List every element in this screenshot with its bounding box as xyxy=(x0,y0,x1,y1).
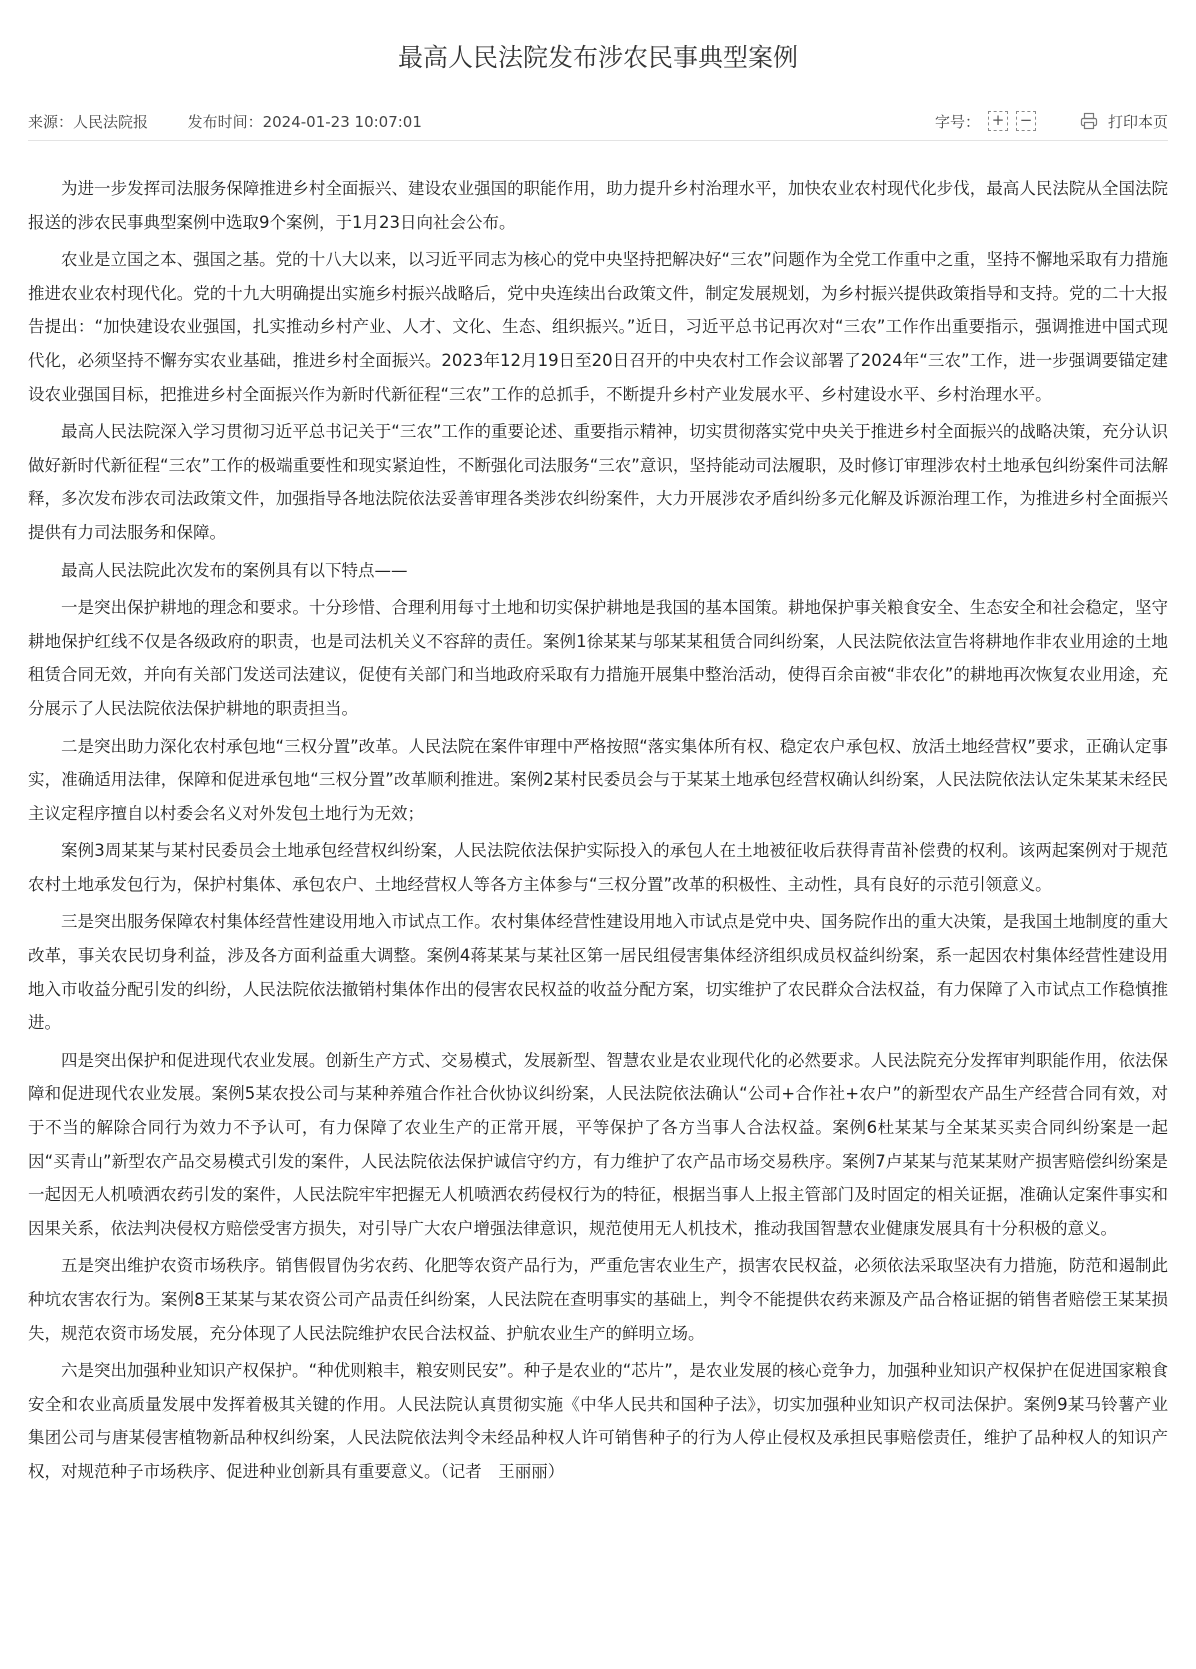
article-body xyxy=(28,172,1168,1493)
article-meta-bar xyxy=(28,108,1168,141)
article-title: 最高人民法院发布涉农民事典型案例 xyxy=(397,43,798,72)
paragraph: 二是突出助力深化农村承包地“三权分置”改革。人民法院在案件审理中严格按照“落实集体所有权、稳定农户承包权、放活土地经营权”要求，正确认定事实，准确适用法律，保障和促进承包地“三权分置”改革顺利推进。案例2某村民委员会与于某某土地承包经营权确认纠纷案，人民法院依法认定朱某某未经民主议定程序擅自以村委会名义对外发包土地行为无效； xyxy=(28,736,1168,823)
paragraph: 四是突出保护和促进现代农业发展。创新生产方式、交易模式，发展新型、智慧农业是农业现代化的必然要求。人民法院充分发挥审判职能作用，依法保障和促进现代农业发展。案例5某农投公司与某种养殖合作社合伙协议纠纷案，人民法院依法确认“公司+合作社+农户”的新型农产品生产经营合同有效，对于不当的解除合同行为效力不予认可，有力保障了农业生产的正常开展，平等保护了各方当事人合法权益。案例6杜某某与全某某买卖合同纠纷案是一起因“买青山”新型农产品交易模式引发的案件，人民法院依法保护诚信守约方，有力维护了农产品市场交易秩序。案例7卢某某与范某某财产损害赔偿纠纷案是一起因无人机喷洒农药引发的案件，人民法院牢牢把握无人机喷洒农药侵权行为的特征，根据当事人上报主管部门及时固定的相关证据，准确认定案件事实和因果关系，依法判决侵权方赔偿受害方损失，对引导广大农户增强法律意识，规范使用无人机技术，推动我国智慧农业健康发展具有十分积极的意义。 xyxy=(28,1050,1168,1238)
printer-icon xyxy=(1080,112,1098,130)
paragraph: 三是突出服务保障农村集体经营性建设用地入市试点工作。农村集体经营性建设用地入市试点是党中央、国务院作出的重大决策，是我国土地制度的重大改革，事关农民切身利益，涉及各方面利益重大调整。案例4蒋某某与某社区第一居民组侵害集体经济组织成员权益纠纷案，系一起因农村集体经营性建设用地入市收益分配引发的纠纷，人民法院依法撤销村集体作出的侵害农民权益的收益分配方案，切实维护了农民群众合法权益，有力保障了入市试点工作稳慎推进。 xyxy=(28,912,1168,1033)
paragraph: 最高人民法院深入学习贯彻习近平总书记关于“三农”工作的重要论述、重要指示精神，切实贯彻落实党中央关于推进乡村全面振兴的战略决策，充分认识做好新时代新征程“三农”工作的极端重要性和现实紧迫性，不断强化司法服务“三农”意识，坚持能动司法履职，及时修订审理涉农村土地承包纠纷案件司法解释，多次发布涉农司法政策文件，加强指导各地法院依法妥善审理各类涉农纠纷案件，大力开展涉农矛盾纠纷多元化解及诉源治理工作，为推进乡村全面振兴提供有力司法服务和保障。 xyxy=(28,422,1168,542)
print-label: 打印本页 xyxy=(1107,112,1168,131)
font-increase-button[interactable]: + xyxy=(988,111,1008,131)
article-tools xyxy=(935,108,1168,134)
paragraph: 一是突出保护耕地的理念和要求。十分珍惜、合理利用每寸土地和切实保护耕地是我国的基本国策。耕地保护事关粮食安全、生态安全和社会稳定，坚守耕地保护红线不仅是各级政府的职责，也是司法机关义不容辞的责任。案例1徐某某与邬某某租赁合同纠纷案，人民法院依法宣告将耕地作非农业用途的土地租赁合同无效，并向有关部门发送司法建议，促使有关部门和当地政府采取有力措施开展集中整治活动，使得百余亩被“非农化”的耕地再次恢复农业用途，充分展示了人民法院依法保护耕地的职责担当。 xyxy=(28,598,1168,718)
paragraph: 为进一步发挥司法服务保障推进乡村全面振兴、建设农业强国的职能作用，助力提升乡村治理水平，加快农业农村现代化步伐，最高人民法院从全国法院报送的涉农民事典型案例中选取9个案例，于1月23日向社会公布。 xyxy=(28,179,1168,232)
article-meta xyxy=(28,111,426,132)
paragraph: 农业是立国之本、强国之基。党的十八大以来，以习近平同志为核心的党中央坚持把解决好“三农”问题作为全党工作重中之重，坚持不懈地采取有力措施推进农业农村现代化。党的十九大明确提出实施乡村振兴战略后，党中央连续出台政策文件，制定发展规划，为乡村振兴提供政策指导和支持。党的二十大报告提出：“加快建设农业强国，扎实推动乡村产业、人才、文化、生态、组织振兴。”近日，习近平总书记再次对“三农”工作作出重要指示，强调推进中国式现代化，必须坚持不懈夯实农业基础，推进乡村全面振兴。2023年12月19日至20日召开的中央农村工作会议部署了2024年“三农”工作，进一步强调要锚定建设农业强国目标，把推进乡村全面振兴作为新时代新征程“三农”工作的总抓手，不断提升乡村产业发展水平、乡村建设水平、乡村治理水平。 xyxy=(28,250,1168,404)
paragraph: 六是突出加强种业知识产权保护。“种优则粮丰，粮安则民安”。种子是农业的“芯片”，是农业发展的核心竞争力，加强种业知识产权保护在促进国家粮食安全和农业高质量发展中发挥着极其关键的作用。人民法院认真贯彻实施《中华人民共和国种子法》，切实加强种业知识产权司法保护。案例9某马铃薯产业集团公司与唐某侵害植物新品种权纠纷案，人民法院依法判令未经品种权人许可销售种子的行为人停止侵权及承担民事赔偿责任，维护了品种权人的知识产权，对规范种子市场秩序、促进种业创新具有重要意义。（记者 王丽丽） xyxy=(28,1361,1168,1481)
print-button[interactable] xyxy=(1080,111,1168,132)
font-decrease-button[interactable]: − xyxy=(1016,111,1036,131)
paragraph: 五是突出维护农资市场秩序。销售假冒伪劣农药、化肥等农资产品行为，严重危害农业生产，损害农民权益，必须依法采取坚决有力措施，防范和遏制此种坑农害农行为。案例8王某某与某农资公司产品责任纠纷案，人民法院在查明事实的基础上，判令不能提供农药来源及产品合格证据的销售者赔偿王某某损失，规范农资市场发展，充分体现了人民法院维护农民合法权益、护航农业生产的鲜明立场。 xyxy=(28,1256,1168,1343)
font-size-label: 字号： xyxy=(934,112,980,131)
paragraph: 最高人民法院此次发布的案例具有以下特点—— xyxy=(61,560,408,580)
article-source: 来源：人民法院报 xyxy=(28,113,149,131)
paragraph: 案例3周某某与某村民委员会土地承包经营权纠纷案，人民法院依法保护实际投入的承包人在土地被征收后获得青苗补偿费的权利。该两起案例对于规范农村土地承发包行为，保护村集体、承包农户、土地经营权人等各方主体参与“三权分置”改革的积极性、主动性，具有良好的示范引领意义。 xyxy=(28,841,1168,894)
article-publish-time: 发布时间：2024-01-23 10:07:01 xyxy=(187,113,422,131)
